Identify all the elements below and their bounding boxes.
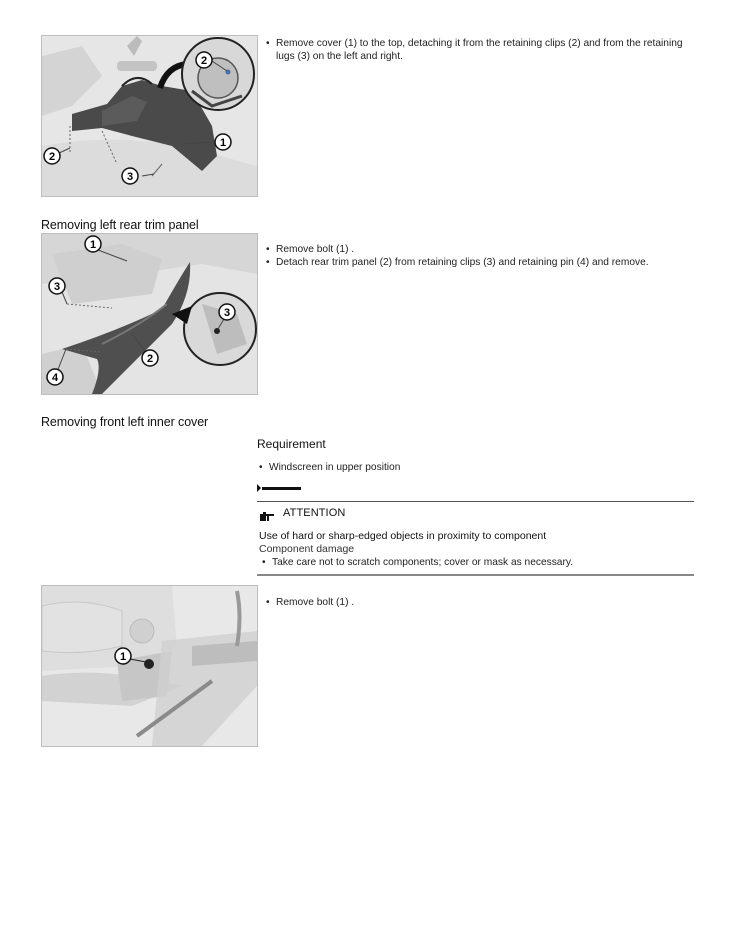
- arrow-right-icon: [257, 484, 261, 492]
- callout-3: [49, 278, 65, 294]
- attention-label: ATTENTION: [283, 507, 346, 519]
- requirement-title: Requirement: [257, 437, 326, 451]
- attention-cause: Use of hard or sharp-edged objects in proximity to component: [259, 530, 547, 542]
- svg-text:1: 1: [119, 651, 127, 663]
- callout-1: [85, 236, 101, 252]
- step-list: [262, 596, 702, 609]
- rear-trim-panel-illustration: [42, 234, 257, 394]
- callout-4: [47, 369, 63, 385]
- svg-text:3: 3: [53, 281, 61, 293]
- step-text: Remove bolt (1) .: [276, 244, 355, 255]
- callout-2: [196, 52, 212, 68]
- requirement-list: [255, 461, 695, 474]
- section-title: Removing left rear trim panel: [41, 218, 199, 232]
- remove-cover-figure: [41, 35, 258, 197]
- callout-3: [122, 168, 138, 184]
- step-text: Remove bolt (1) .: [276, 597, 355, 608]
- marker-line: [262, 487, 301, 490]
- inner-cover-illustration: [42, 586, 257, 746]
- bullet: •: [262, 557, 266, 568]
- attention-remedy-list: [258, 556, 698, 569]
- section-title: Removing front left inner cover: [41, 415, 209, 429]
- requirement-text: Windscreen in upper position: [269, 462, 401, 473]
- step-list: [262, 37, 702, 63]
- svg-text:2: 2: [146, 353, 154, 365]
- rear-trim-figure: [41, 233, 258, 395]
- svg-text:3: 3: [223, 307, 231, 319]
- callout-2: [44, 148, 60, 164]
- step-item: [262, 596, 702, 609]
- svg-text:2: 2: [48, 151, 56, 163]
- remove-cover-illustration: [42, 36, 257, 196]
- callout-3: [219, 304, 235, 320]
- bullet: •: [266, 38, 270, 49]
- svg-text:1: 1: [89, 239, 97, 251]
- callout-2: [142, 350, 158, 366]
- svg-text:4: 4: [51, 372, 59, 384]
- step-item: [262, 243, 702, 256]
- callout-1: [115, 648, 131, 664]
- attention-consequence: Component damage: [259, 543, 355, 555]
- step-list: [262, 243, 702, 269]
- svg-text:1: 1: [219, 137, 227, 149]
- bullet: •: [266, 257, 270, 269]
- svg-text:2: 2: [200, 55, 208, 67]
- step-text: Remove cover (1) to the top, detaching it from the retaining clips (2) and from the retaining lugs (3) on the left and right.: [276, 38, 683, 63]
- bullet: •: [266, 244, 270, 255]
- callout-1: [215, 134, 231, 150]
- remedy-text: Take care not to scratch components; cover or mask as necessary.: [272, 557, 574, 568]
- pointing-hand-icon: [260, 508, 274, 517]
- requirement-item: [255, 461, 695, 474]
- step-item: [262, 37, 702, 63]
- step-item: [262, 256, 702, 269]
- attention-bottom-divider: [257, 574, 694, 576]
- svg-text:3: 3: [126, 171, 134, 183]
- bullet: •: [259, 462, 263, 473]
- step-text: Detach rear trim panel (2) from retaining clips (3) and retaining pin (4) and remove.: [276, 257, 649, 269]
- bullet: •: [266, 597, 270, 608]
- attention-top-divider: [257, 501, 694, 502]
- inner-cover-figure: [41, 585, 258, 747]
- remedy-item: [258, 556, 698, 569]
